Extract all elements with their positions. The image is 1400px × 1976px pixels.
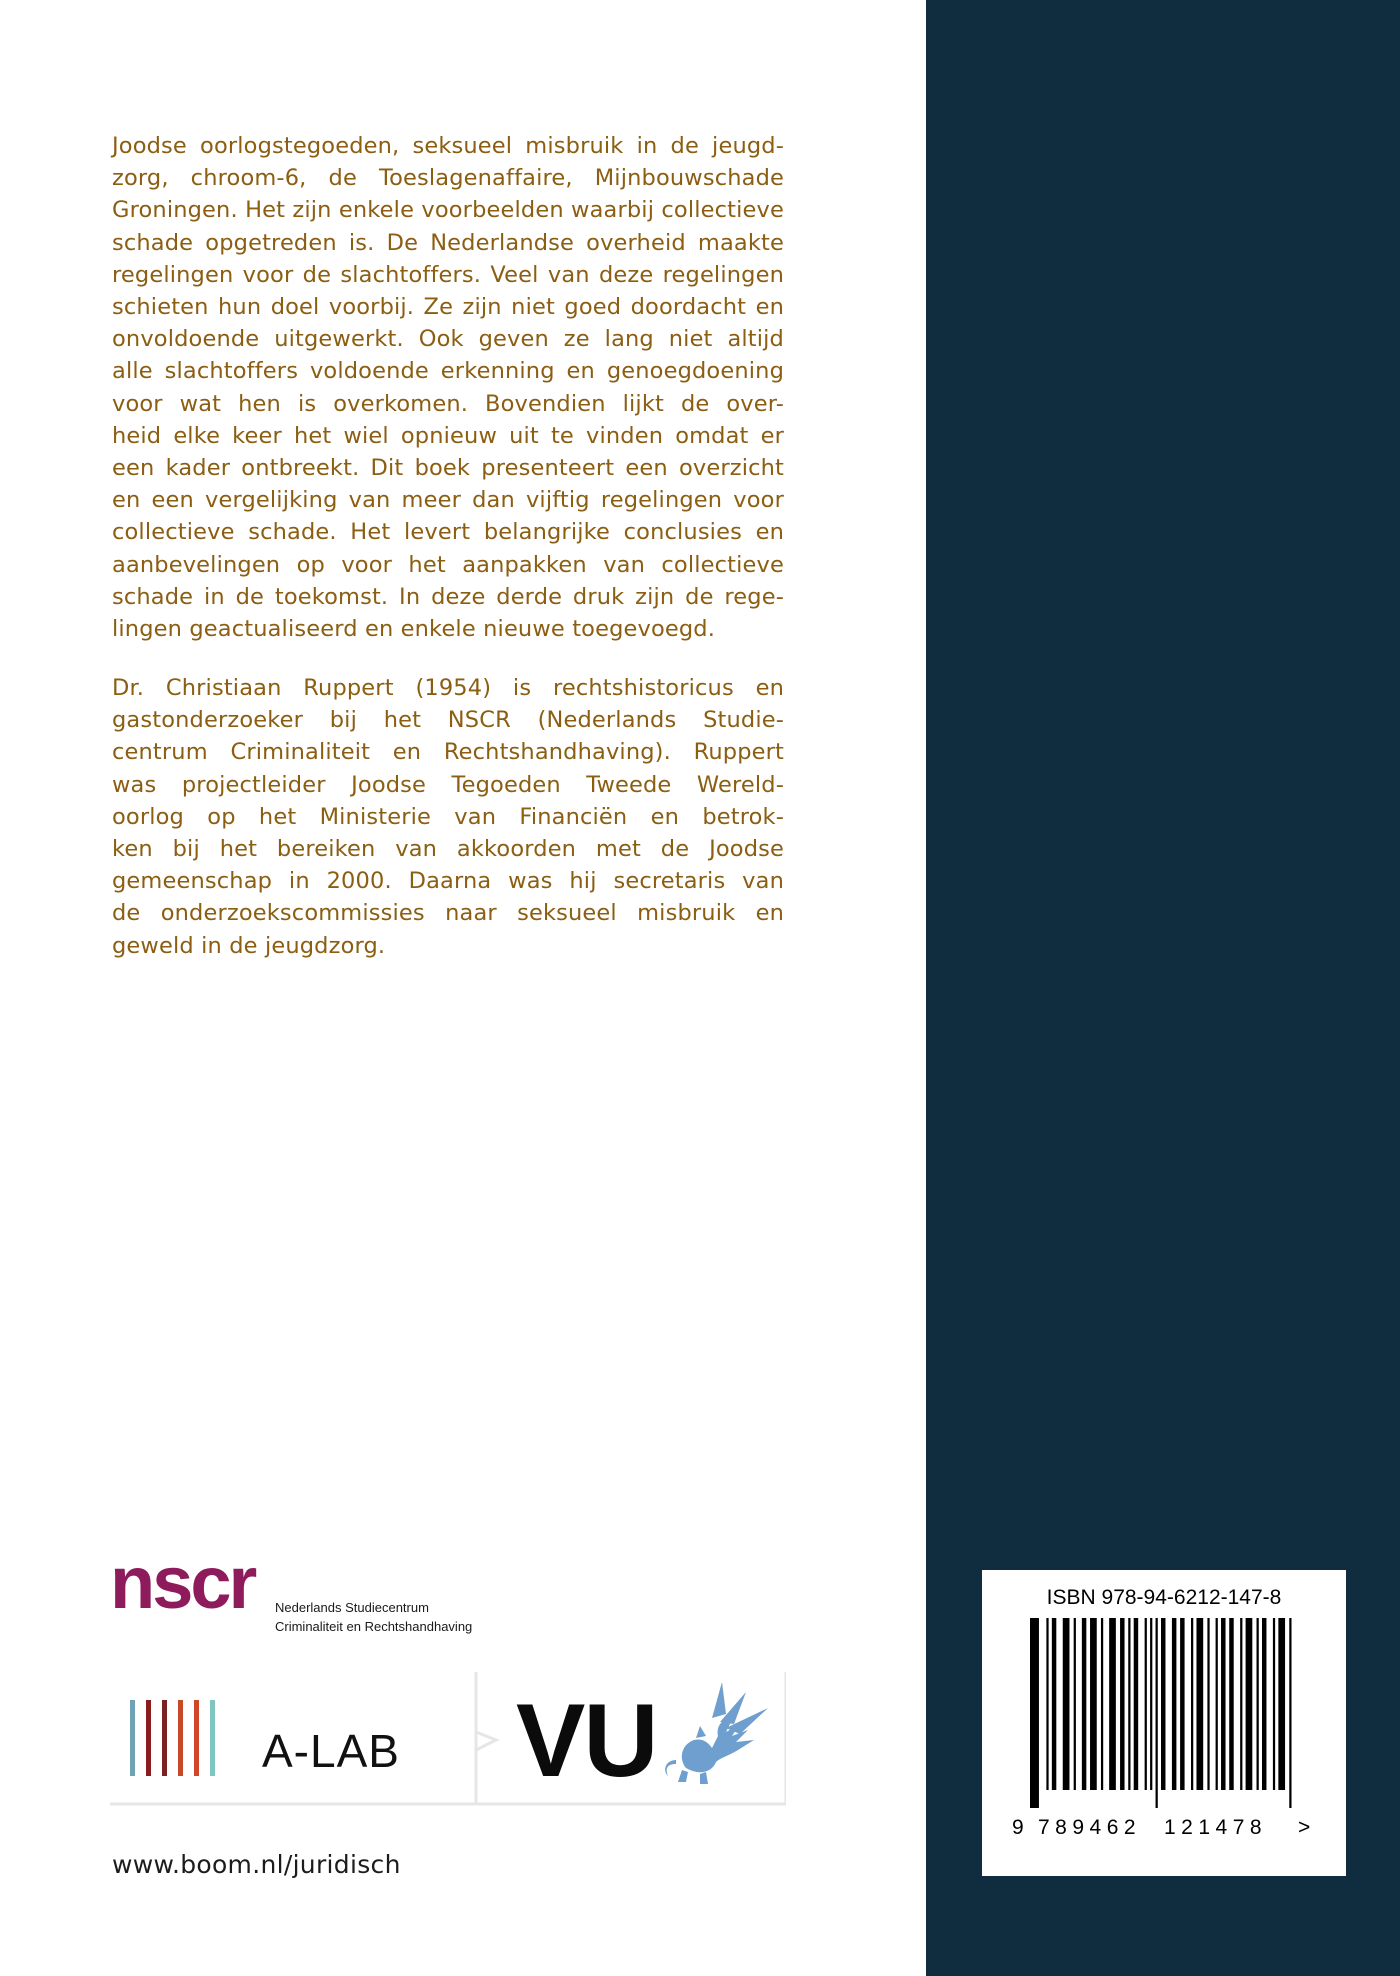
nscr-subtitle-line2: Criminaliteit en Rechtshandhaving — [275, 1619, 473, 1634]
barcode-bar — [1246, 1618, 1253, 1790]
barcode-bar — [1046, 1618, 1048, 1790]
alab-bar — [162, 1700, 167, 1776]
barcode-digit-lead: 9 — [1012, 1816, 1024, 1839]
author-bio-line: gastonderzoeker bij het NSCR (Nederlands Studie- — [112, 707, 784, 734]
isbn-label: ISBN 978-94-6212-147-8 — [1046, 1586, 1282, 1609]
barcode-bar — [1161, 1618, 1165, 1790]
author-bio-line: oorlog op het Ministerie van Financiën en betrok- — [112, 803, 784, 830]
description-line: en een vergelijking van meer dan vijftig regelingen voor — [112, 487, 784, 514]
publisher-website-link[interactable]: www.boom.nl/juridisch — [112, 1850, 401, 1879]
barcode-bar — [1191, 1618, 1193, 1790]
description-line: schade in de toekomst. In deze derde druk zijn de rege- — [112, 583, 784, 610]
author-bio-line: de onderzoekscommissies naar seksueel misbruik en — [112, 900, 784, 927]
barcode-bars — [1030, 1618, 1292, 1808]
barcode-bar — [1128, 1618, 1130, 1790]
barcode-bar — [1240, 1618, 1242, 1790]
barcode-bar — [1273, 1618, 1275, 1790]
barcode-bar — [1134, 1618, 1138, 1790]
description-line: schieten hun doel voorbij. Ze zijn niet goed doordacht en — [112, 294, 784, 321]
barcode-bar — [1257, 1618, 1259, 1790]
barcode-bar — [1030, 1618, 1039, 1808]
author-bio-line: ken bij het bereiken van akkoorden met de Joodse — [112, 836, 784, 863]
description-line: voor wat hen is overkomen. Bovendien lijkt de over- — [112, 390, 784, 417]
alab-wordmark: A-LAB — [262, 1725, 400, 1777]
description-line: zorg, chroom-6, de Toeslagenaffaire, Mijnbouwschade — [112, 165, 784, 192]
nscr-subtitle-line1: Nederlands Studiecentrum — [275, 1600, 429, 1615]
barcode-bar — [1150, 1618, 1152, 1790]
barcode-bar — [1120, 1618, 1124, 1790]
barcode-bar — [1289, 1618, 1291, 1808]
vu-logo — [516, 1678, 776, 1798]
barcode-bar — [1172, 1618, 1176, 1790]
barcode-bar — [1145, 1618, 1147, 1790]
author-bio-line: was projectleider Joodse Tegoeden Tweede Wereld- — [112, 771, 784, 798]
description-line: collectieve schade. Het levert belangrijke conclusies en — [112, 519, 784, 546]
barcode-bar — [1074, 1618, 1076, 1790]
description-line: schade opgetreden is. De Nederlandse overheid maakte — [112, 229, 784, 256]
author-bio-line: geweld in de jeugdzorg. — [112, 932, 386, 959]
description-line: aanbevelingen op voor het aanpakken van collectieve — [112, 551, 784, 578]
author-bio-line: Dr. Christiaan Ruppert (1954) is rechtshistoricus en — [112, 675, 784, 701]
barcode-bar — [1063, 1618, 1070, 1790]
partner-logos-strip — [110, 1672, 786, 1806]
barcode-bar — [1090, 1618, 1097, 1790]
author-bio-line: centrum Criminaliteit en Rechtshandhaving). Ruppert — [112, 739, 784, 766]
description-line: Joodse oorlogstegoeden, seksueel misbruik in de jeugd- — [112, 133, 784, 159]
description-line: een kader ontbreekt. Dit boek presenteert een overzicht — [112, 455, 784, 482]
barcode-bar — [1052, 1618, 1056, 1790]
barcode-quiet-zone-mark: > — [1298, 1816, 1311, 1839]
description-line: regelingen voor de slachtoffers. Veel van deze regelingen — [112, 261, 784, 288]
barcode-bar — [1180, 1618, 1184, 1790]
nscr-wordmark — [110, 1548, 280, 1618]
barcode-bar — [1101, 1618, 1103, 1790]
alab-bar — [210, 1700, 215, 1776]
description-line: alle slachtoffers voldoende erkenning en genoegdoening — [112, 358, 784, 385]
nscr-logo — [110, 1548, 510, 1638]
author-bio-line: gemeenschap in 2000. Daarna was hij secretaris van — [112, 868, 784, 895]
alab-bars-icon — [128, 1700, 238, 1780]
barcode-bar — [1216, 1618, 1218, 1790]
barcode-digits-right: 121478 — [1164, 1816, 1268, 1839]
barcode-bar — [1262, 1618, 1266, 1790]
barcode-bar — [1207, 1618, 1209, 1790]
author-biography — [112, 672, 784, 962]
book-description — [112, 130, 784, 645]
alab-bar — [130, 1700, 135, 1776]
description-line: lingen geactualiseerd en enkele nieuwe toegevoegd. — [112, 616, 716, 643]
vu-wordmark: VU — [516, 1683, 657, 1799]
barcode-bar — [1278, 1618, 1285, 1790]
barcode-bar — [1221, 1618, 1225, 1790]
barcode-bar — [1109, 1618, 1116, 1790]
nscr-subtitle — [275, 1598, 472, 1636]
alab-logo — [128, 1700, 428, 1790]
barcode-digits-left: 789462 — [1038, 1816, 1142, 1839]
alab-bar — [194, 1700, 199, 1776]
isbn-barcode — [982, 1570, 1346, 1876]
barcode-bar — [1082, 1618, 1086, 1790]
alab-bar — [146, 1700, 151, 1776]
nscr-wordmark-text: nscr — [110, 1548, 255, 1618]
description-line: heid elke keer het wiel opnieuw uit te vinden omdat er — [112, 422, 784, 449]
barcode-bar — [1229, 1618, 1233, 1790]
description-line: Groningen. Het zijn enkele voorbeelden waarbij collectieve — [112, 197, 784, 224]
barcode-bar — [1196, 1618, 1203, 1790]
griffin-icon — [656, 1678, 776, 1788]
description-line: onvoldoende uitgewerkt. Ook geven ze lang niet altijd — [112, 326, 784, 353]
alab-bar — [178, 1700, 183, 1776]
barcode-bar — [1156, 1618, 1158, 1808]
